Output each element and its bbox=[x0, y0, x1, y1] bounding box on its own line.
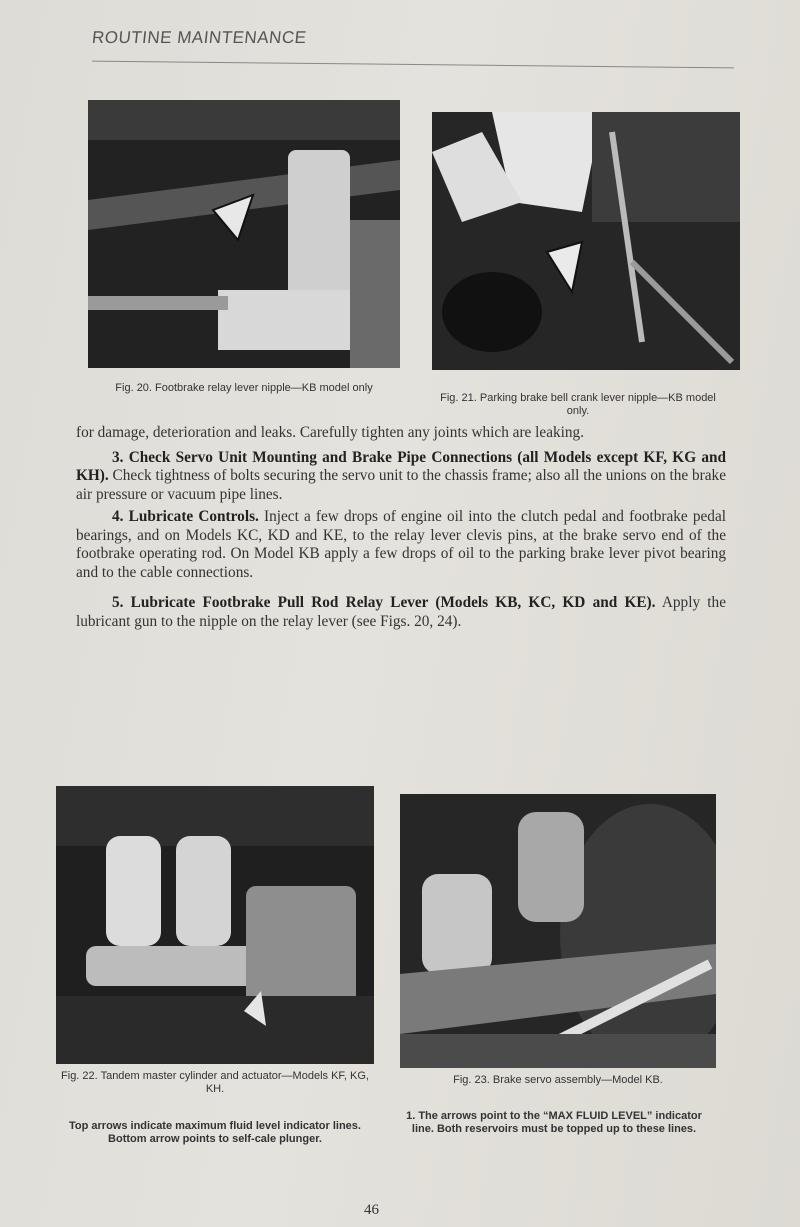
para-4-heading: 4. Lubricate Controls. bbox=[112, 508, 259, 525]
fig21-caption: Fig. 21. Parking brake bell crank lever nipple—KB model only. bbox=[440, 392, 716, 417]
fig22-note: Top arrows indicate maximum fluid level indicator lines. Bottom arrow points to self-cale plunger. bbox=[69, 1120, 361, 1145]
body-text bbox=[76, 424, 726, 631]
fig21-photo bbox=[432, 112, 740, 370]
fig23-note: 1. The arrows point to the “MAX FLUID LEVEL” indicator line. Both reservoirs must be topped up to these lines. bbox=[406, 1110, 702, 1135]
para-5-text: Apply the lubricant gun to the nipple on the relay lever (see Figs. 20, 24). bbox=[76, 594, 726, 630]
fig22-caption: Fig. 22. Tandem master cylinder and actuator—Models KF, KG, KH. bbox=[61, 1070, 369, 1095]
fig23-photo bbox=[400, 794, 716, 1068]
fig20-photo bbox=[88, 100, 400, 368]
para-4 bbox=[76, 508, 726, 582]
para-3-heading: 3. Check Servo Unit Mounting and Brake Pipe Connections (all Models except KF, KG and KH). bbox=[76, 448, 726, 484]
fig22-photo bbox=[56, 786, 374, 1064]
para-3 bbox=[76, 449, 726, 505]
para-3-text: Check tightness of bolts securing the servo unit to the chassis frame; also all the unions on the brake air pressure or vacuum pipe lines. bbox=[76, 467, 726, 503]
fig20-caption: Fig. 20. Footbrake relay lever nipple—KB model only bbox=[115, 382, 373, 394]
para-0: for damage, deterioration and leaks. Carefully tighten any joints which are leaking. bbox=[76, 424, 585, 441]
header-rule bbox=[92, 61, 734, 69]
para-5-heading: 5. Lubricate Footbrake Pull Rod Relay Lever (Models KB, KC, KD and KE). bbox=[112, 594, 656, 611]
para-5 bbox=[76, 594, 726, 631]
running-head: ROUTINE MAINTENANCE bbox=[91, 28, 308, 47]
para-4-text: Inject a few drops of engine oil into the clutch pedal and footbrake pedal bearings, and on Models KC, KD and KE, to the relay lever clevis pins, at the brake servo end of the footbrake operating rod. On Model KB apply a few drops of oil to the parking brake lever pivot bearing and to the cable connections. bbox=[76, 508, 726, 581]
page-number: 46 bbox=[364, 1202, 379, 1218]
fig23-caption: Fig. 23. Brake servo assembly—Model KB. bbox=[453, 1074, 663, 1086]
